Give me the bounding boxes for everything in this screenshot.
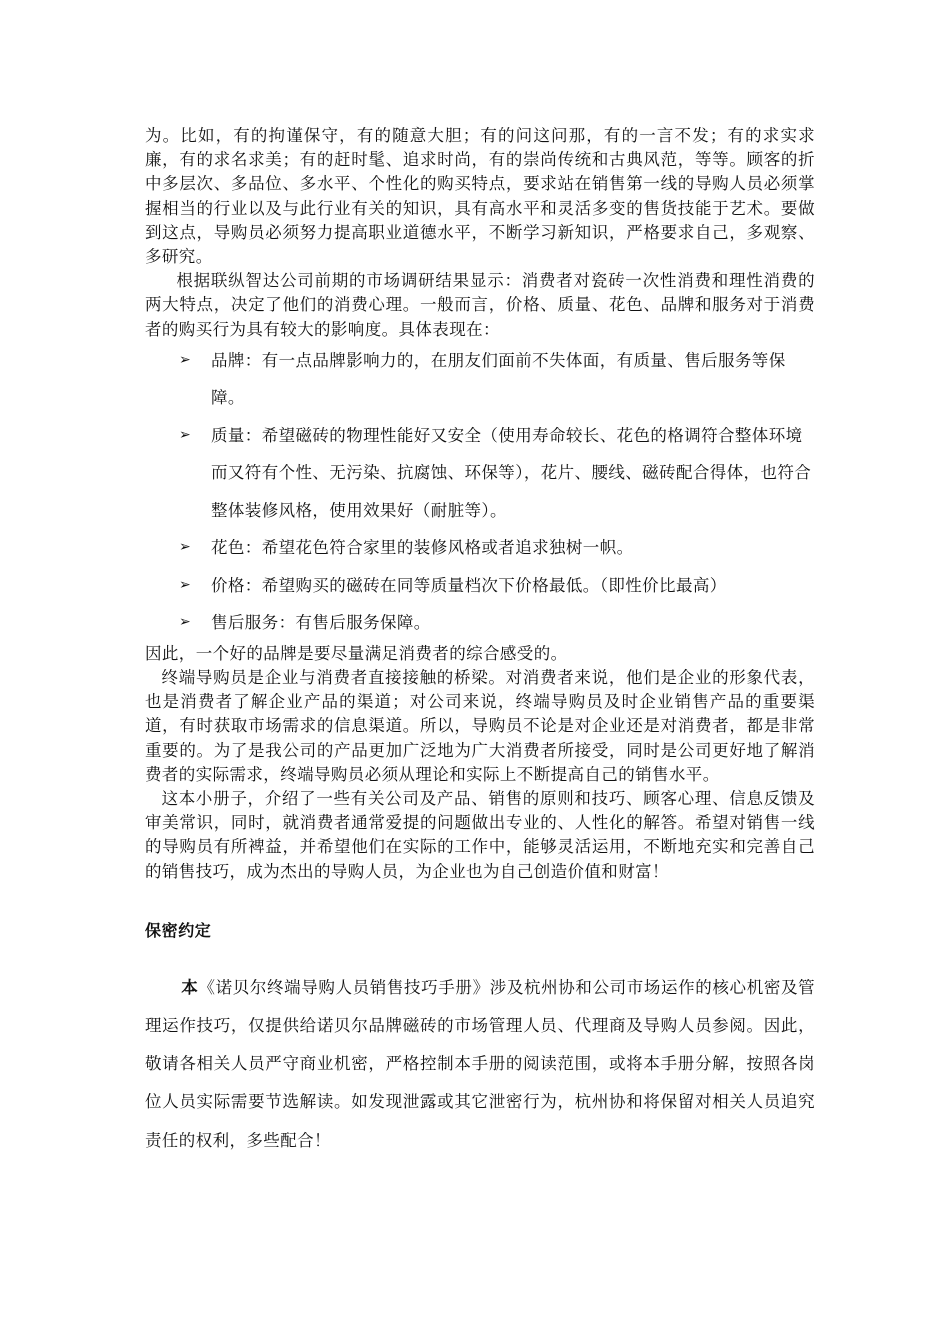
body-paragraph-3: 终端导购员是企业与消费者直接接触的桥梁。对消费者来说，他们是企业的形象代表，也是消费者了解企业产品的渠道；对公司来说，终端导购员及时企业销售产品的重要渠道，有时获取市场需求的信息渠道。所以，导购员不论是对企业还是对消费者，都是非常重要的。为了是我公司的产品更加广泛地为广大消费者所接受，同时是公司更好地了解消费者的实际需求，终端导购员必须从理论和实际上不断提高自己的销售水平。	[145, 668, 815, 784]
list-item-text: 质量：希望磁砖的物理性能好又安全（使用寿命较长、花色的格调符合整体环境而又符有个性、无污染、抗腐蚀、环保等），花片、腰线、磁砖配合得体，也符合整体装修风格，使用效果好（耐脏等）。	[211, 425, 812, 520]
secrecy-paragraph	[145, 969, 815, 1160]
list-item-quality	[145, 417, 815, 530]
section-heading-secrecy: 保密约定	[145, 920, 212, 940]
secrecy-lead-char: 本	[181, 977, 199, 997]
secrecy-text: 《诺贝尔终端导购人员销售技巧手册》涉及杭州协和公司市场运作的核心机密及管理运作技巧，仅提供给诺贝尔品牌磁砖的市场管理人员、代理商及导购人员参阅。因此，敬请各相关人员严守商业机密，严格控制本手册的阅读范围，或将本手册分解，按照各岗位人员实际需要节选解读。如发现泄露或其它泄密行为，杭州协和将保留对相关人员追究责任的权利，多些配合！	[145, 977, 815, 1150]
list-item-pattern	[145, 529, 815, 567]
list-item-text: 品牌：有一点品牌影响力的，在朋友们面前不失体面，有质量、售后服务等保障。	[211, 350, 786, 408]
list-item-price	[145, 567, 815, 605]
list-item-text: 花色：希望花色符合家里的装修风格或者追求独树一帜。	[211, 538, 634, 558]
arrow-bullet-icon: ➢	[179, 426, 192, 443]
list-item-text: 价格：希望购买的磁砖在同等质量档次下价格最低。（即性价比最高）	[211, 575, 727, 595]
list-item-text: 售后服务：有售后服务保障。	[211, 613, 431, 633]
spacer	[145, 884, 815, 918]
arrow-bullet-icon: ➢	[179, 539, 192, 556]
intro-paragraph-1: 为。比如，有的拘谨保守，有的随意大胆；有的问这问那，有的一言不发；有的求实求廉，有的求名求美；有的赶时髦、追求时尚，有的崇尚传统和古典风范，等等。顾客的折中多层次、多品位、多水平、个性化的购买特点，要求站在销售第一线的导购人员必须掌握相当的行业以及与此行业有关的知识，具有高水平和灵活多变的售货技能于艺术。要做到这点，导购员必须努力提高职业道德水平，不断学习新知识，严格要求自己，多观察、多研究。	[145, 126, 815, 267]
list-item-brand	[145, 342, 815, 417]
arrow-bullet-icon: ➢	[179, 614, 192, 631]
conclusion-paragraph: 因此，一个好的品牌是要尽量满足消费者的综合感受的。	[145, 643, 568, 663]
list-item-after-sales	[145, 604, 815, 642]
consumer-factor-list	[145, 342, 815, 642]
intro-paragraph-2: 根据联纵智达公司前期的市场调研结果显示：消费者对瓷砖一次性消费和理性消费的两大特点，决定了他们的消费心理。一般而言，价格、质量、花色、品牌和服务对于消费者的购买行为具有较大的影响度。具体表现在：	[145, 271, 815, 339]
arrow-bullet-icon: ➢	[179, 351, 192, 368]
document-page	[145, 124, 815, 1160]
body-paragraph-4: 这本小册子，介绍了一些有关公司及产品、销售的原则和技巧、顾客心理、信息反馈及审美常识，同时，就消费者通常爱提的问题做出专业的、人性化的解答。希望对销售一线的导购员有所裨益，并希望他们在实际的工作中，能够灵活运用，不断地充实和完善自己的销售技巧，成为杰出的导购人员，为企业也为自己创造价值和财富！	[145, 789, 815, 881]
spacer	[145, 941, 815, 969]
arrow-bullet-icon: ➢	[179, 576, 192, 593]
